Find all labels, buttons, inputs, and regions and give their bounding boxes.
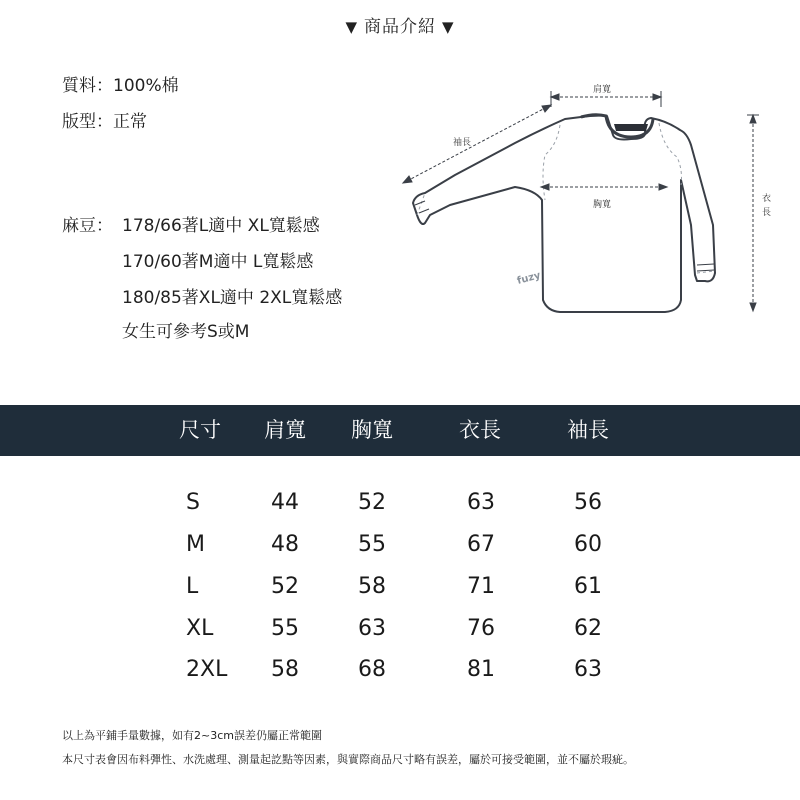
length-label-top: 衣 [762,194,772,204]
material-text: 質料：100%棉 [62,76,179,96]
shoulder-label: 肩寬 [593,85,612,95]
table-cell: 68 [358,657,386,682]
shirt-measurement-diagram [395,75,790,330]
measurement-note: 以上為平鋪手量數據，如有2~3cm誤差仍屬正常範圍 [62,729,322,742]
table-cell: 58 [271,657,299,682]
section-title-text: 商品介紹 [364,17,436,37]
table-cell: 60 [574,532,602,557]
table-cell-size: S [186,490,200,515]
model-label: 麻豆： [62,216,113,236]
disclaimer-note: 本尺寸表會因布料彈性、水洗處理、測量起訖點等因素，與實際商品尺寸略有誤差，屬於可接受範圍，並不屬於瑕疵。 [62,753,634,766]
model-line: 170/60著M適中 L寬鬆感 [122,252,314,272]
table-cell: 52 [271,574,299,599]
brand-logo-text: fuzy [515,270,542,287]
header-length: 衣長 [459,418,501,442]
table-cell: 76 [467,616,495,641]
table-cell: 63 [358,616,386,641]
table-cell: 81 [467,657,495,682]
model-line: 180/85著XL適中 2XL寬鬆感 [122,288,343,308]
fit-text: 版型：正常 [62,112,147,132]
table-cell: 62 [574,616,602,641]
table-cell: 55 [358,532,386,557]
table-cell: 58 [358,574,386,599]
triangle-down-icon: ▼ [345,18,358,36]
table-cell: 44 [271,490,299,515]
table-cell: 61 [574,574,602,599]
section-title [0,12,800,37]
model-line: 女生可參考S或M [122,322,250,342]
table-cell: 56 [574,490,602,515]
table-cell: 52 [358,490,386,515]
table-cell-size: XL [186,616,214,641]
table-cell-size: L [186,574,199,599]
table-cell: 63 [467,490,495,515]
table-cell: 48 [271,532,299,557]
table-cell: 63 [574,657,602,682]
header-chest: 胸寬 [351,418,393,442]
table-cell: 71 [467,574,495,599]
header-sleeve: 袖長 [567,418,609,442]
table-cell-size: 2XL [186,657,228,682]
length-label-bottom: 長 [762,208,772,218]
size-table-header [0,405,800,456]
header-size: 尺寸 [179,418,221,442]
triangle-down-icon: ▼ [442,18,455,36]
table-cell-size: M [186,532,205,557]
table-cell: 67 [467,532,495,557]
chest-label: 胸寬 [593,200,612,210]
model-line: 178/66著L適中 XL寬鬆感 [122,216,320,236]
header-shoulder: 肩寬 [264,418,306,442]
table-cell: 55 [271,616,299,641]
sleeve-label: 袖長 [453,138,472,148]
